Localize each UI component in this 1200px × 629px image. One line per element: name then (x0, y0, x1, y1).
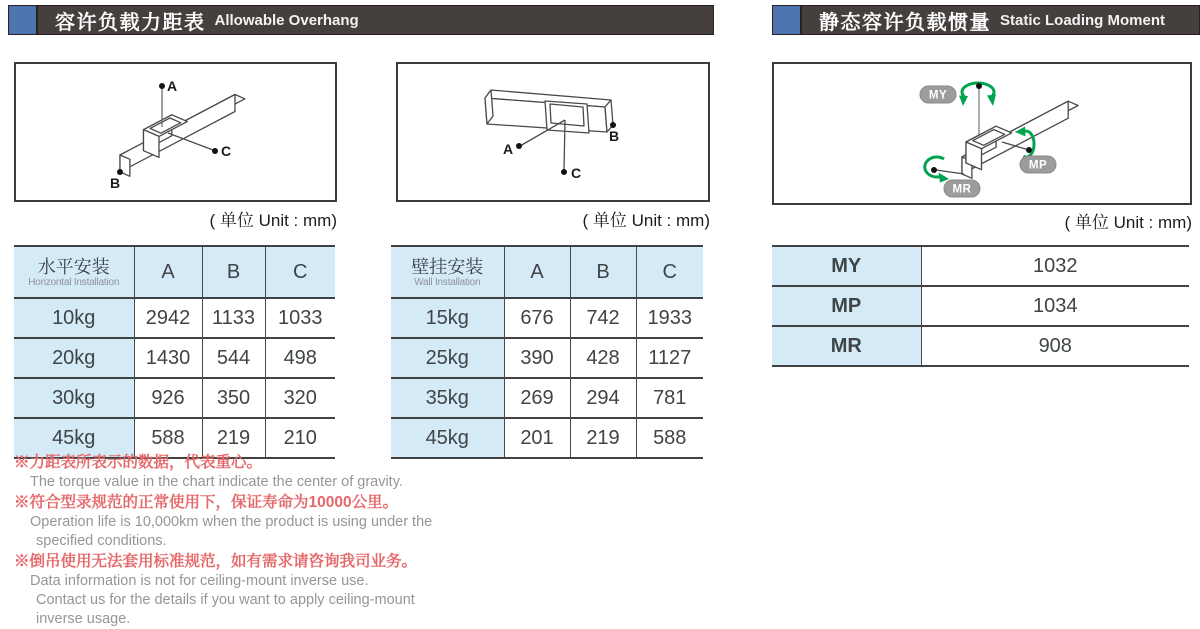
load-cell: 20kg (14, 338, 134, 378)
value-cell: 544 (202, 338, 265, 378)
moment-value-cell: 908 (921, 326, 1189, 366)
moment-value-cell: 1034 (921, 286, 1189, 326)
load-cell: 45kg (14, 418, 134, 458)
wall-installation-drawing (398, 64, 708, 200)
note-en-cont: specified conditions. (36, 533, 167, 549)
carriage-inner-plate (550, 104, 584, 126)
horizontal-installation-table (14, 245, 335, 459)
section-header-allowable-overhang (8, 5, 714, 35)
table-corner-header (14, 246, 134, 298)
mp-axis-dot (1026, 147, 1032, 153)
blue-accent-square (773, 6, 802, 34)
my-arrowhead-left (959, 96, 968, 107)
value-cell: 1033 (265, 298, 335, 338)
mr-axis-dot (931, 167, 937, 173)
point-c-dot (212, 148, 218, 154)
value-cell: 390 (504, 338, 570, 378)
point-b-label: B (109, 175, 121, 191)
table-row (14, 378, 335, 418)
note-en: Operation life is 10,000km when the product is using under the (30, 514, 433, 530)
table-row (772, 246, 1189, 286)
point-a-label: A (166, 78, 178, 94)
table-row (772, 326, 1189, 366)
value-cell: 1933 (636, 298, 703, 338)
table-corner-header (391, 246, 504, 298)
value-cell: 742 (570, 298, 636, 338)
table-row (14, 338, 335, 378)
table-row (772, 286, 1189, 326)
note-en-cont: inverse usage. (36, 611, 131, 627)
value-cell: 498 (265, 338, 335, 378)
moment-value-cell: 1032 (921, 246, 1189, 286)
column-header-c: C (636, 246, 703, 298)
value-cell: 588 (134, 418, 202, 458)
point-b-label: B (608, 128, 620, 144)
column-header-c: C (265, 246, 335, 298)
my-arrowhead-right (987, 95, 996, 107)
horizontal-installation-table-wrap (14, 245, 335, 459)
moment-label-cell: MP (772, 286, 921, 326)
wall-installation-table (391, 245, 703, 459)
table-row (391, 378, 703, 418)
table-row (391, 298, 703, 338)
section-title-en: Static Loading Moment (1000, 11, 1165, 29)
moment-table (772, 245, 1189, 367)
point-a-label: A (502, 141, 514, 157)
table-row (391, 338, 703, 378)
value-cell: 676 (504, 298, 570, 338)
value-cell: 219 (570, 418, 636, 458)
my-badge-label: MY (928, 89, 948, 102)
table-row (14, 298, 335, 338)
load-cell: 10kg (14, 298, 134, 338)
value-cell: 926 (134, 378, 202, 418)
diagram-static-loading-moment (772, 62, 1192, 205)
section-header-static-loading-moment (772, 5, 1200, 35)
table-header-row (391, 246, 703, 298)
diagram-horizontal-installation (14, 62, 337, 202)
header-en: Wall Installation (414, 276, 481, 288)
unit-note: ( 单位 Unit : mm) (582, 211, 710, 230)
column-header-a: A (504, 246, 570, 298)
column-header-a: A (134, 246, 202, 298)
diagram-wall-installation (396, 62, 710, 202)
note-en-cont: Contact us for the details if you want to apply ceiling-mount (36, 592, 415, 608)
point-a-dot (516, 143, 522, 149)
header-en: Horizontal Installation (28, 276, 120, 288)
moment-label-cell: MR (772, 326, 921, 366)
unit-note: ( 单位 Unit : mm) (209, 211, 337, 230)
value-cell: 294 (570, 378, 636, 418)
horizontal-installation-isometric-drawing (16, 64, 335, 200)
mr-arrowhead (939, 173, 950, 183)
header-zh: 壁挂安装 (411, 256, 484, 277)
blue-accent-square (9, 6, 38, 34)
value-cell: 428 (570, 338, 636, 378)
load-cell: 15kg (391, 298, 504, 338)
value-cell: 781 (636, 378, 703, 418)
point-c-dot (561, 169, 567, 175)
point-c-label: C (570, 165, 582, 181)
value-cell: 2942 (134, 298, 202, 338)
header-zh: 水平安装 (37, 256, 110, 277)
column-header-b: B (570, 246, 636, 298)
wall-installation-table-wrap (391, 245, 703, 459)
value-cell: 1133 (202, 298, 265, 338)
moment-label-cell: MY (772, 246, 921, 286)
note-zh: ※倒吊使用无法套用标准规范，如有需求请咨询我司业务。 (14, 553, 418, 570)
column-header-b: B (202, 246, 265, 298)
value-cell: 1430 (134, 338, 202, 378)
rail-front-face (120, 95, 235, 173)
value-cell: 201 (504, 418, 570, 458)
moment-axis-mr (936, 170, 964, 174)
section-title-zh: 容许负载力距表 (55, 11, 206, 34)
unit-note: ( 单位 Unit : mm) (1064, 213, 1192, 232)
value-cell: 350 (202, 378, 265, 418)
note-en: The torque value in the chart indicate the center of gravity. (30, 474, 403, 490)
mr-badge-label: MR (952, 183, 972, 196)
value-cell: 588 (636, 418, 703, 458)
load-cell: 45kg (391, 418, 504, 458)
load-cell: 25kg (391, 338, 504, 378)
moment-isometric-drawing (774, 64, 1190, 203)
note-zh: ※符合型录规范的正常使用下，保证寿命为10000公里。 (14, 494, 399, 511)
table-header-row (14, 246, 335, 298)
point-a-dot (159, 83, 165, 89)
note-zh: ※力距表所表示的数据，代表重心。 (14, 454, 263, 471)
note-en: Data information is not for ceiling-mount inverse use. (30, 573, 369, 589)
point-c-label: C (220, 143, 232, 159)
moment-table-wrap (772, 245, 1189, 367)
footnotes (14, 452, 494, 629)
section-title-en: Allowable Overhang (214, 11, 359, 29)
value-cell: 1127 (636, 338, 703, 378)
my-axis-dot (976, 83, 982, 89)
mr-rotation-arrow (925, 157, 944, 177)
value-cell: 269 (504, 378, 570, 418)
load-cell: 35kg (391, 378, 504, 418)
section-title-zh: 静态容许负载惯量 (819, 11, 991, 34)
mp-badge-label: MP (1028, 159, 1048, 172)
load-cell: 30kg (14, 378, 134, 418)
value-cell: 219 (202, 418, 265, 458)
value-cell: 320 (265, 378, 335, 418)
value-cell: 210 (265, 418, 335, 458)
